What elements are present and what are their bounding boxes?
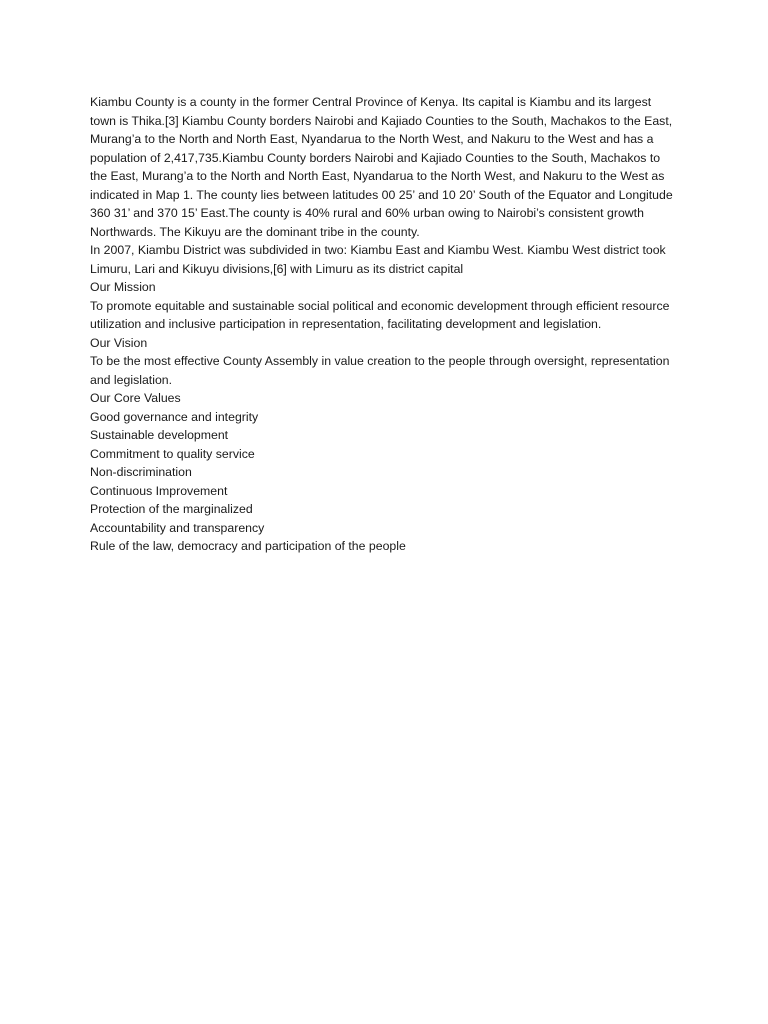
core-value-item: Rule of the law, democracy and participation of the people <box>90 539 406 553</box>
core-value-item: Continuous Improvement <box>90 483 228 498</box>
core-value-item: Protection of the marginalized <box>90 502 253 516</box>
mission-heading: Our Mission <box>90 280 156 294</box>
core-values-list <box>90 408 680 556</box>
mission-text: To promote equitable and sustainable social political and economic development through efficient resource utilization and inclusive participation in representation, facilitating development and legislation. <box>90 298 670 331</box>
intro-paragraph: Kiambu County is a county in the former Central Province of Kenya. Its capital is Kiambu and its largest town is Thika.[3] Kiambu County borders Nairobi and Kajiado Counties to the South, Machakos to the East, Murang’a to the North and North East, Nyandarua to the North West, and Nakuru to the West and has a population of 2,417,735.Kiambu County borders Nairobi and Kajiado Counties to the South, Machakos to the East, Murang’a to the North and North East, Nyandarua to the North West, and Nakuru to the West as indicated in Map 1. The county lies between latitudes 00 25’ and 10 20’ South of the Equator and Longitude 360 31’ and 370 15’ East.The county is 40% rural and 60% urban owing to Nairobi’s consistent growth Northwards. The Kikuyu are the dominant tribe in the county. <box>90 95 673 239</box>
vision-heading: Our Vision <box>90 335 148 350</box>
core-value-item: Non-discrimination <box>90 465 192 479</box>
core-value-item: Good governance and integrity <box>90 409 259 424</box>
core-value-item: Commitment to quality service <box>90 446 255 461</box>
core-value-item: Accountability and transparency <box>90 520 265 535</box>
core-values-heading: Our Core Values <box>90 391 181 405</box>
core-value-item: Sustainable development <box>90 428 229 442</box>
document-page <box>90 93 680 556</box>
vision-text: To be the most effective County Assembly in value creation to the people through oversight, representation and legislation. <box>90 354 670 387</box>
district-paragraph: In 2007, Kiambu District was subdivided in two: Kiambu East and Kiambu West. Kiambu West district took Limuru, Lari and Kikuyu divisions,[6] with Limuru as its district capital <box>90 243 666 276</box>
